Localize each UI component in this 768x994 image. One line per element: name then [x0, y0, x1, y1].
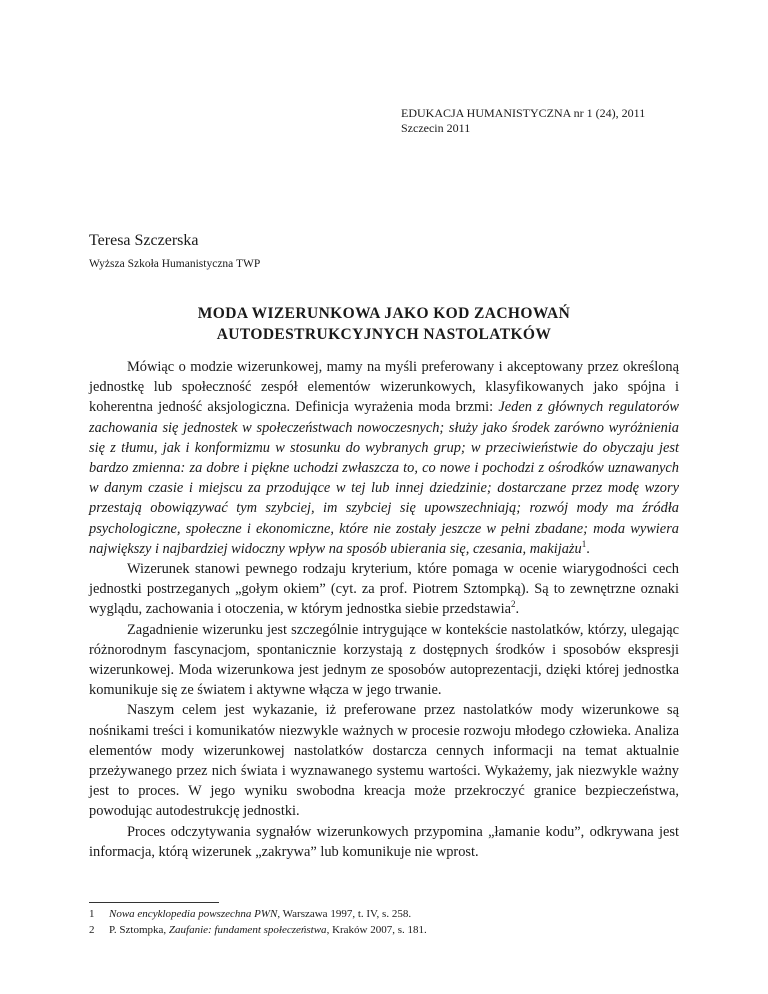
footnote-rest: , Kraków 2007, s. 181.: [326, 924, 427, 936]
footnotes: [89, 906, 427, 938]
p1-end: .: [586, 540, 590, 557]
paragraph-5: Proces odczytywania sygnałów wizerunkowych przypomina „łamanie kodu”, odkrywana jest informacja, którą wizerunek „zakrywa” lub komunikuje nie wprost.: [89, 823, 679, 860]
footnote-ref-1[interactable]: 1: [581, 539, 587, 550]
footnote-number: 2: [89, 924, 95, 936]
p2-end: .: [515, 601, 520, 618]
footnote-title: Nowa encyklopedia powszechna PWN: [109, 908, 278, 920]
footnote-2: [89, 922, 427, 938]
footnote-ref-2[interactable]: 2: [510, 599, 516, 610]
title-line-1: MODA WIZERUNKOWA JAKO KOD ZACHOWAŃ: [197, 305, 571, 322]
p1-definition-quote: Jeden z głównych regulatorów zachowania się jednostek w społeczeństwach nowoczesnych; służy jako środek zarówno wyróżnienia się z tłumu, jak i konformizmu w stosunku do wybranych grup; w przeciwieństwie do obyczaju jest bardzo zmienna: za dobre i piękne uchodzi zwłaszcza to, co nowe i pochodzi z ośrodków uznawanych w danym czasie i miejscu za przodujące w tej lub innej dziedzinie; dostarczane przez modę wzory przestają obowiązywać tym szybciej, im szybciej się upowszechniają; rozwój mody ma źródła psychologiczne, społeczne i ekonomiczne, które nie zostały jeszcze w pełni zbadane; moda wywiera największy i najbardziej widoczny wpływ na sposób ubierania się, czesania, makijażu: [89, 399, 679, 557]
article-title: [89, 303, 679, 345]
paragraph-1: [89, 357, 679, 559]
article-body: [89, 357, 679, 862]
paragraph-3: Zagadnienie wizerunku jest szczególnie intrygujące w kontekście nastolatków, którzy, ulegając różnorodnym fascynacjom, spontanicznie korzystają z dostępnych środków i sposobów ekspresji wizerunkowej. Moda wizerunkowa jest jednym ze sposobów autoprezentacji, dzięki której jednostka komunikuje się ze światem i aktywne włącza w jego trwanie.: [89, 621, 679, 699]
footnote-author: P. Sztompka,: [109, 924, 169, 936]
paragraph-2: [89, 559, 679, 620]
p2-text: Wizerunek stanowi pewnego rodzaju kryterium, które pomaga w ocenie wiarygodności cech jednostki postrzeganych „gołym okiem” (cyt. za prof. Piotrem Sztompką). Są to zewnętrzne oznaki wyglądu, zachowania i otoczenia, w którym jednostka siebie przedstawia: [89, 561, 679, 618]
p1-intro: Mówiąc o modzie wizerunkowej, mamy na myśli preferowany i akceptowany przez określoną jednostkę lub społeczność zespół elementów wizerunkowych, klasyfikowanych jako spójna i koherentna jedność aksjologiczna. Definicja wyrażenia moda brzmi:: [89, 359, 679, 416]
footnote-1: [89, 906, 427, 922]
paragraph-4: Naszym celem jest wykazanie, iż preferowane przez nastolatków mody wizerunkowe są nośnikami treści i komunikatów niezwykle ważnych w procesie rozwoju młodego człowieka. Analiza elementów mody wizerunkowej nastolatków dostarcza cennych informacji na temat aktualnie przeżywanego przez nich świata i wyznawanego systemu wartości. Wykażemy, jak niezwykle ważny jest to proces. W jego wyniku swobodna kreacja może przekroczyć granice bezpieczeństwa, powodując autodestrukcję jednostki.: [89, 702, 679, 820]
journal-header: [401, 106, 645, 136]
footnote-divider: [89, 902, 219, 903]
footnote-title: Zaufanie: fundament społeczeństwa: [168, 924, 327, 936]
journal-name: EDUKACJA HUMANISTYCZNA nr 1 (24), 2011: [401, 106, 646, 120]
author-affiliation: Wyższa Szkoła Humanistyczna TWP: [89, 258, 261, 270]
footnote-rest: , Warszawa 1997, t. IV, s. 258.: [277, 908, 412, 920]
footnote-number: 1: [89, 908, 95, 920]
journal-place: Szczecin 2011: [401, 121, 471, 135]
author-name: Teresa Szczerska: [89, 232, 199, 249]
title-line-2: AUTODESTRUKCYJNYCH NASTOLATKÓW: [216, 326, 552, 343]
